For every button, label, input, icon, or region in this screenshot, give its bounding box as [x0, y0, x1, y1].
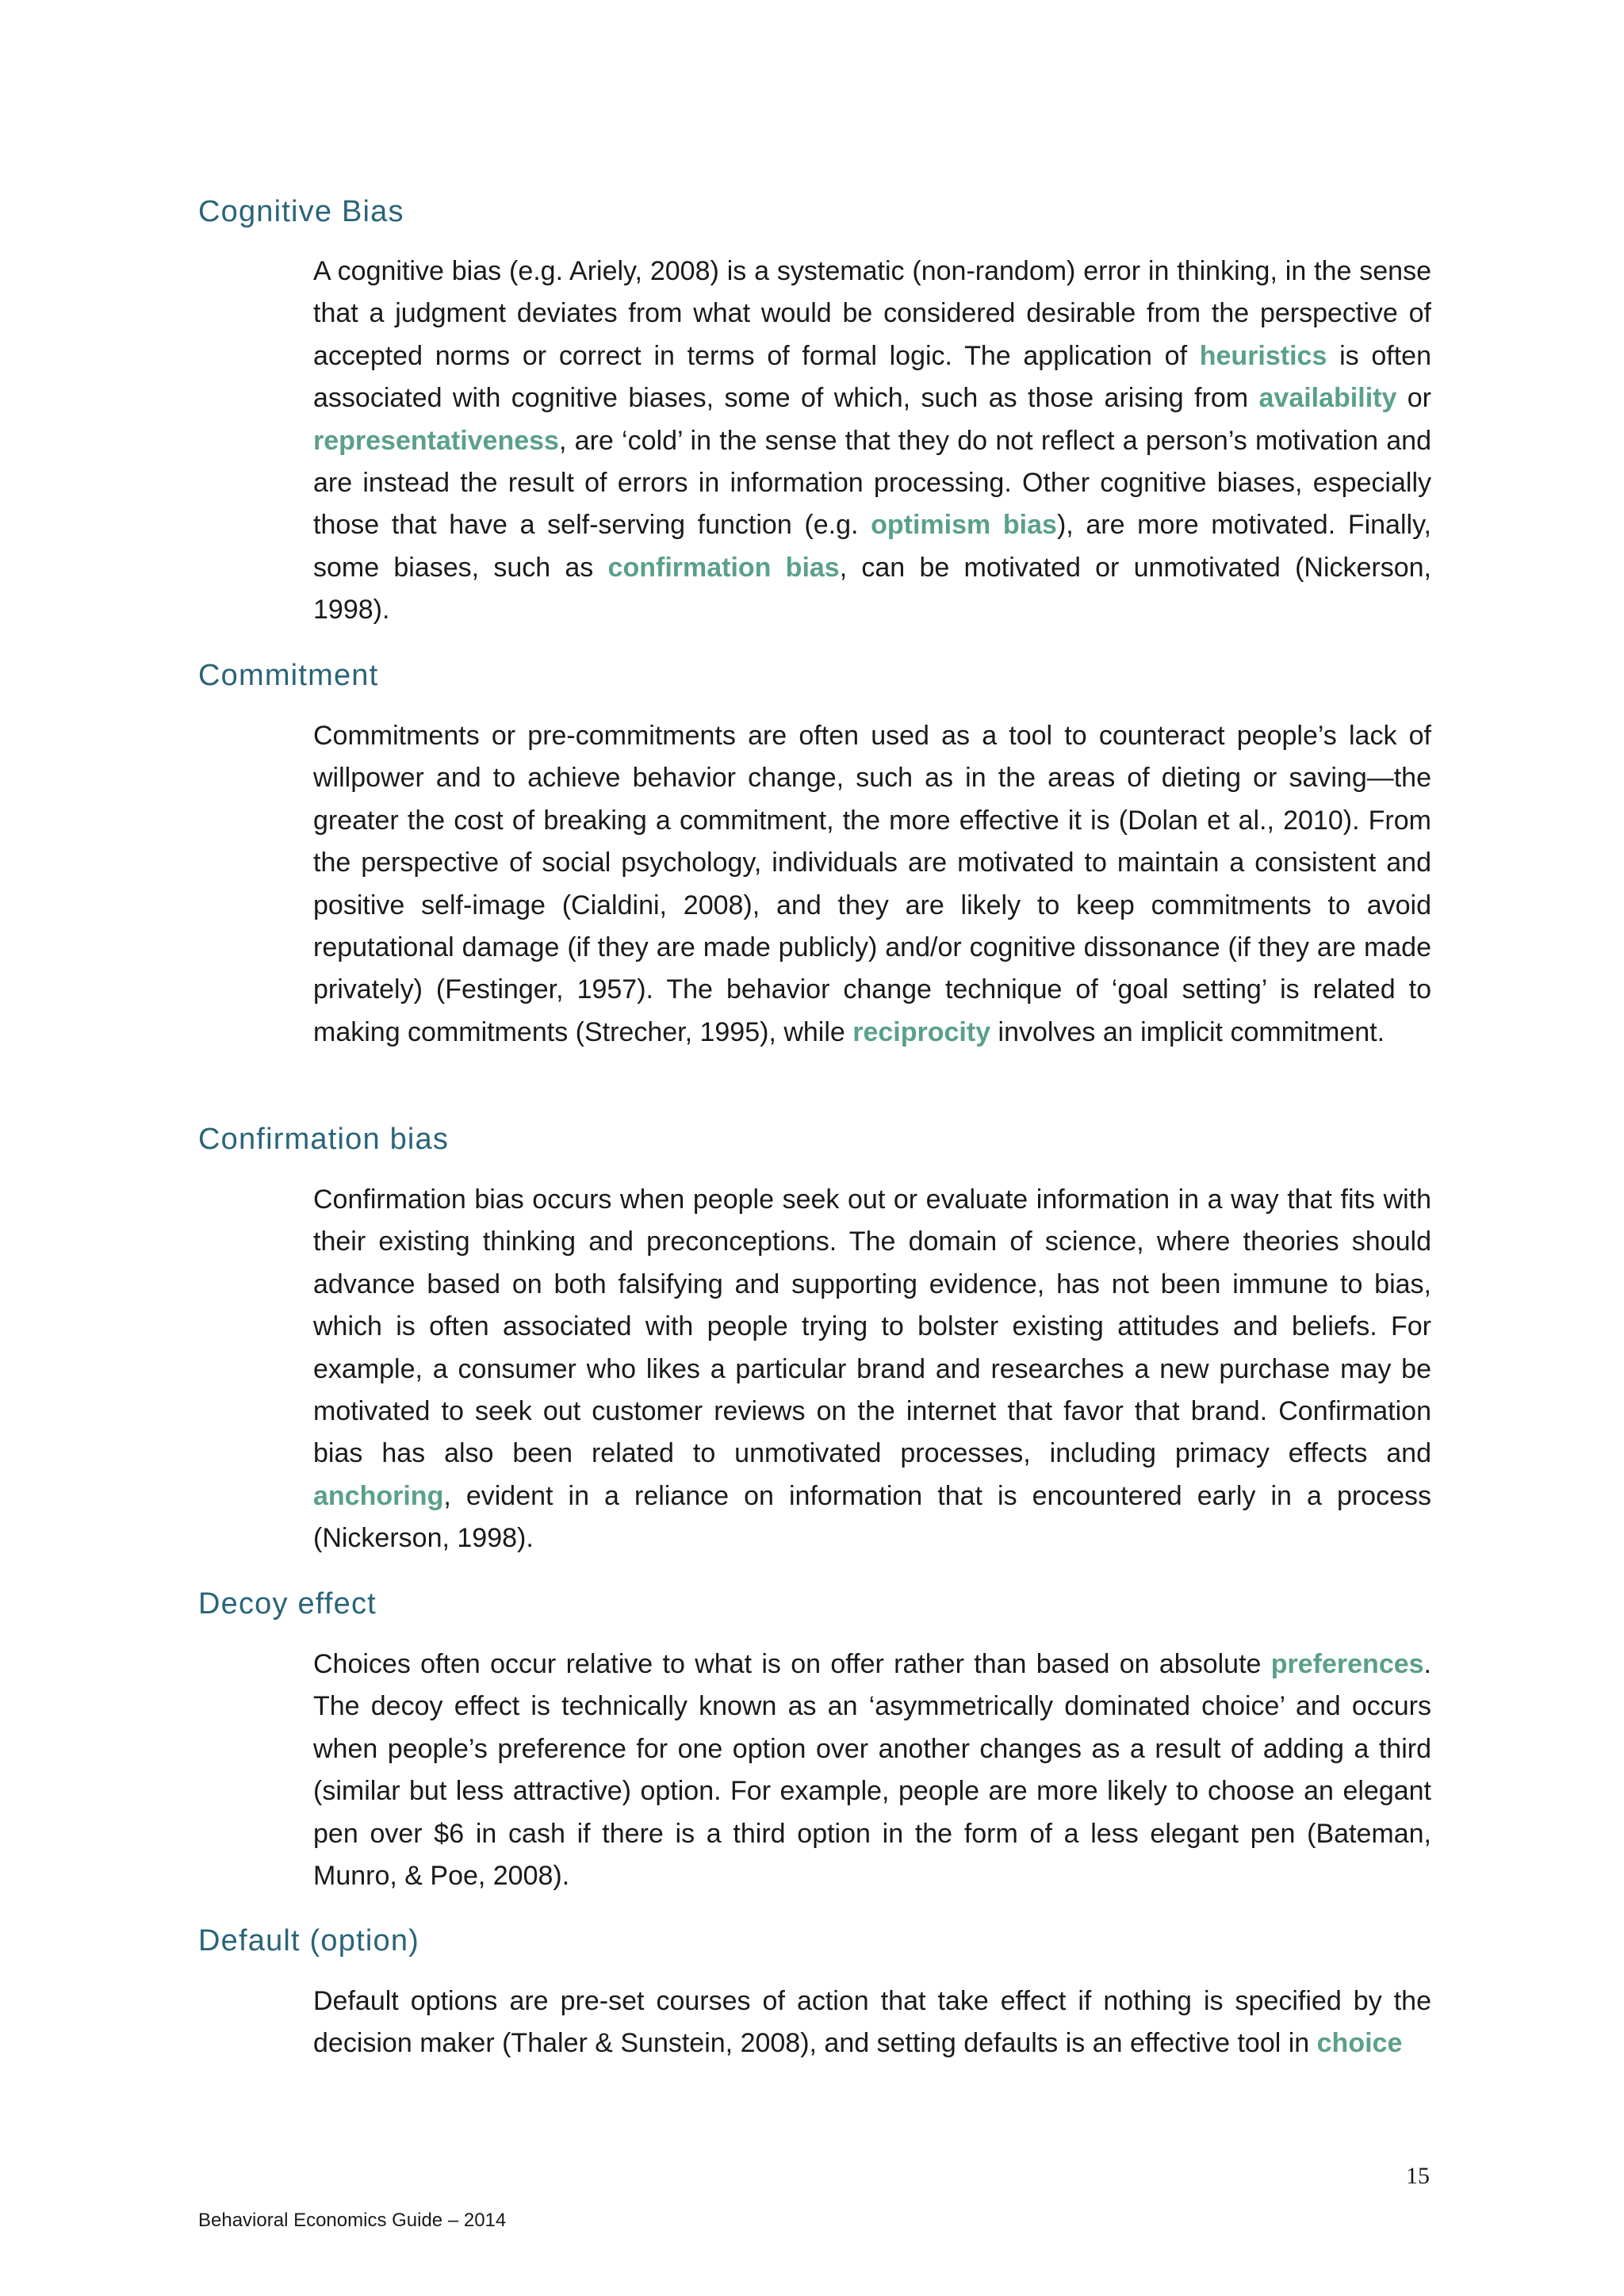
glossary-link-preferences[interactable]: preferences [1270, 1649, 1424, 1679]
page-number: 15 [1406, 2163, 1430, 2189]
section-paragraph [313, 1179, 1431, 1560]
section-paragraph [313, 1644, 1431, 1897]
glossary-link-reciprocity[interactable]: reciprocity [852, 1016, 991, 1047]
text-segment: , are ‘cold’ in the sense that they do not reflect a person’s motivation and are instead the result of errors in information processing. Other cognitive biases, especially those that have a self-serving function (e.g. [313, 425, 1431, 541]
section-heading: Default (option) [198, 1924, 420, 1957]
text-segment: involves an implicit commitment. [990, 1016, 1385, 1047]
footer-title: Behavioral Economics Guide – 2014 [198, 2210, 507, 2231]
text-segment: ), are more motivated. Finally, some biases, such as [313, 510, 1431, 583]
text-segment: or [1396, 383, 1431, 414]
text-segment: . The decoy effect is technically known as an ‘asymmetrically dominated choice’ and occurs when people’s preference for one option over another changes as a result of adding a third (similar but less attractive) option. For example, people are more likely to choose an elegant pen over $6 in cash if there is a third option in the form of a less elegant pen (Bateman, Munro, & Poe, 2008). [313, 1649, 1431, 1892]
section-heading: Confirmation bias [198, 1123, 450, 1156]
glossary-link-representativeness[interactable]: representativeness [313, 425, 559, 456]
glossary-link-confirmation-bias[interactable]: confirmation bias [607, 552, 840, 583]
section-heading: Commitment [198, 659, 379, 692]
text-segment: A cognitive bias (e.g. Ariely, 2008) is a systematic (non-random) error in thinking, in the sense that a judgment deviates from what would be considered desirable from the perspective of accepted norms or correct in terms of formal logic. The application of [313, 256, 1431, 371]
text-segment: is often associated with cognitive biases, some of which, such as those arising from [313, 340, 1431, 414]
section-paragraph [313, 1980, 1431, 2065]
section-heading: Cognitive Bias [198, 195, 404, 228]
text-segment: , evident in a reliance on information that is encountered early in a process (Nickerson, 1998). [313, 1480, 1431, 1554]
glossary-link-anchoring[interactable]: anchoring [313, 1480, 444, 1511]
glossary-link-optimism-bias[interactable]: optimism bias [871, 510, 1057, 541]
section-heading: Decoy effect [198, 1587, 377, 1621]
text-segment: Confirmation bias occurs when people seek out or evaluate information in a way that fits with their existing thinking and preconceptions. The domain of science, where theories should advance based on both falsifying and supporting evidence, has not been immune to bias, which is often associated with people trying to bolster existing attitudes and beliefs. For example, a consumer who likes a particular brand and researches a new purchase may be motivated to seek out customer reviews on the internet that favor that brand. Confirmation bias has also been related to unmotivated processes, including primacy effects and [313, 1184, 1431, 1469]
text-segment: Choices often occur relative to what is on offer rather than based on absolute [313, 1649, 1271, 1679]
text-segment: , can be motivated or unmotivated (Nickerson, 1998). [313, 552, 1432, 626]
glossary-link-choice[interactable]: choice [1316, 2028, 1403, 2059]
glossary-link-heuristics[interactable]: heuristics [1199, 340, 1327, 371]
section-paragraph [313, 715, 1431, 1054]
glossary-link-availability[interactable]: availability [1258, 383, 1397, 414]
text-segment: Default options are pre-set courses of action that take effect if nothing is specified by the decision maker (Thaler & Sunstein, 2008), and setting defaults is an effective tool in [313, 1986, 1431, 2059]
section-paragraph [313, 251, 1431, 632]
text-segment: Commitments or pre-commitments are often used as a tool to counteract people’s lack of willpower and to achieve behavior change, such as in the areas of dieting or saving—the greater the cost of breaking a commitment, the more effective it is (Dolan et al., 2010). From the perspective of social psychology, individuals are motivated to maintain a consistent and positive self-image (Cialdini, 2008), and they are likely to keep commitments to avoid reputational damage (if they are made publicly) and/or cognitive dissonance (if they are made privately) (Festinger, 1957). The behavior change technique of ‘goal setting’ is related to making commitments (Strecher, 1995), while [313, 721, 1431, 1047]
